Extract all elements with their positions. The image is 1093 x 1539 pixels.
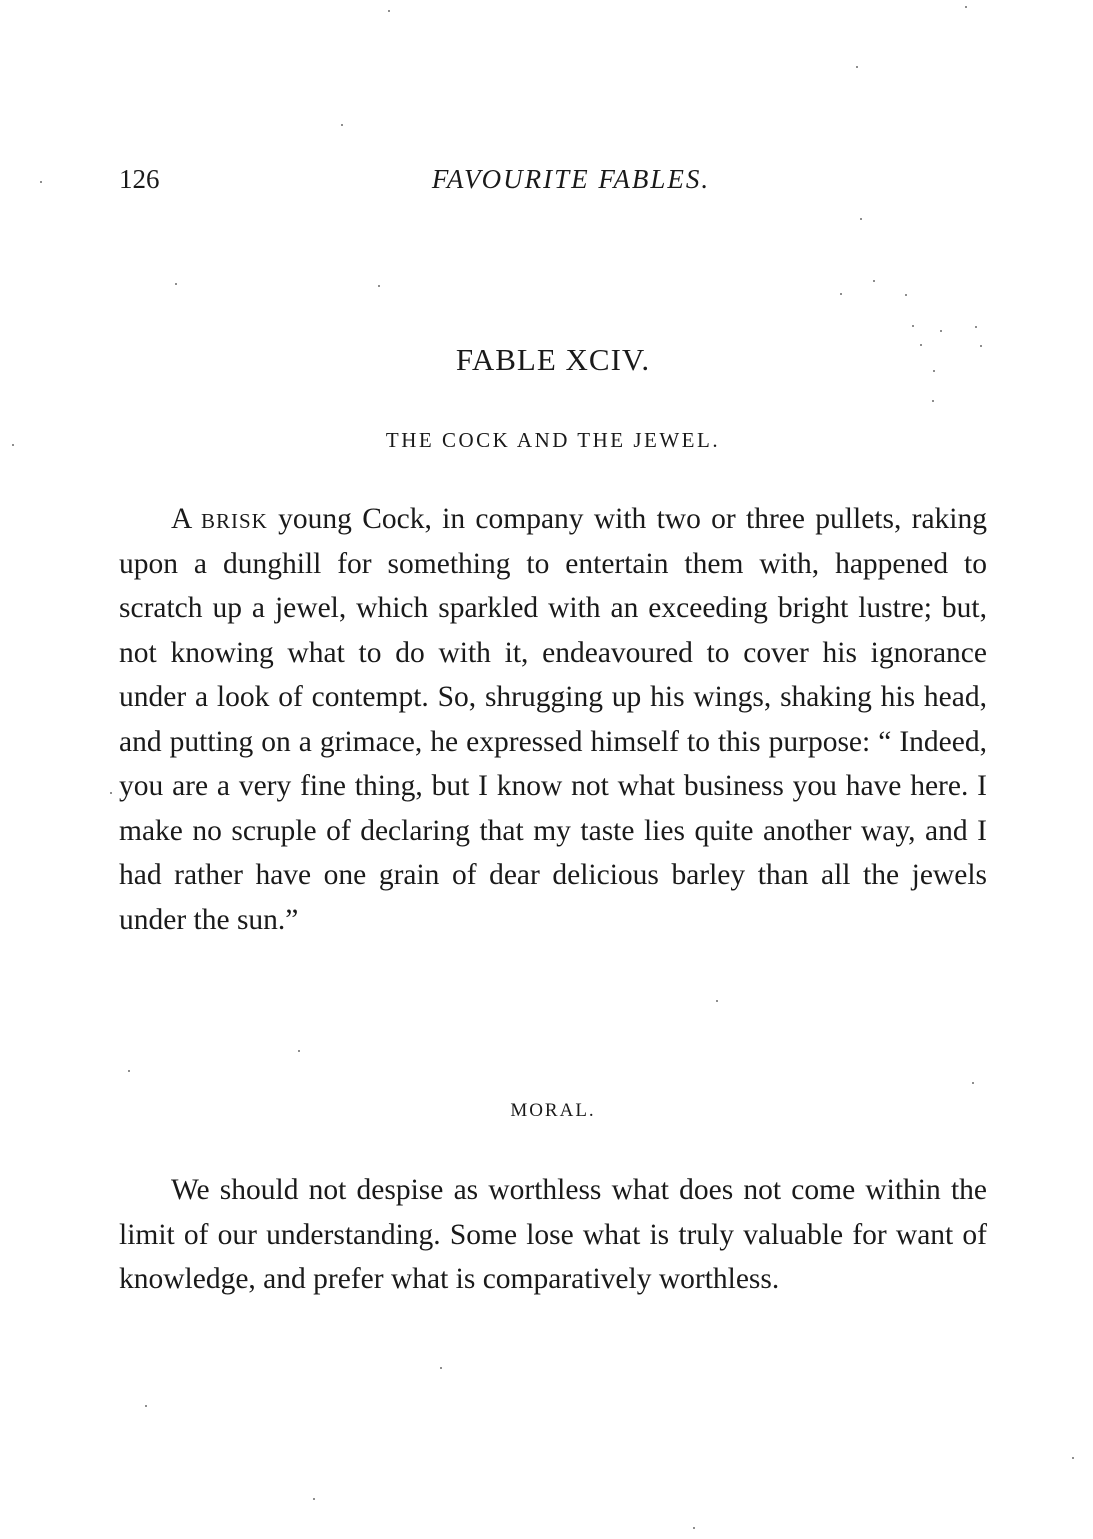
moral-heading: MORAL. xyxy=(510,1100,596,1121)
fable-lead-small-caps: brisk xyxy=(201,503,268,535)
page-number: 126 xyxy=(119,164,160,194)
fable-number: FABLE XCIV. xyxy=(455,342,651,377)
fable-title: THE COCK AND THE JEWEL. xyxy=(385,428,721,452)
fable-body-text: young Cock, in company with two or three pullets, raking upon a dunghill for something to entertain them with, happened to scratch up a jewel, which sparkled with an exceeding bright lustre; but, not knowing what to do with it, endeavoured to cover his ignorance under a look of contempt. So, shrugging up his wings, shaking his head, and putting on a grimace, he expressed himself to this purpose: “ Indeed, you are a very fine thing, but I know not what business you have here. I make no scruple of declaring that my taste lies quite another way, and I had rather have one grain of dear delicious barley than all the jewels under the sun.” xyxy=(119,503,987,936)
fable-body xyxy=(119,497,987,942)
running-title: FAVOURITE FABLES. xyxy=(431,164,711,194)
running-head xyxy=(119,164,987,204)
moral-text: We should not despise as worthless what does not come within the limit of our understanding. Some lose what is truly valuable for want of knowledge, and prefer what is comparatively worthless. xyxy=(119,1174,987,1295)
fable-first-word: A xyxy=(171,503,191,535)
